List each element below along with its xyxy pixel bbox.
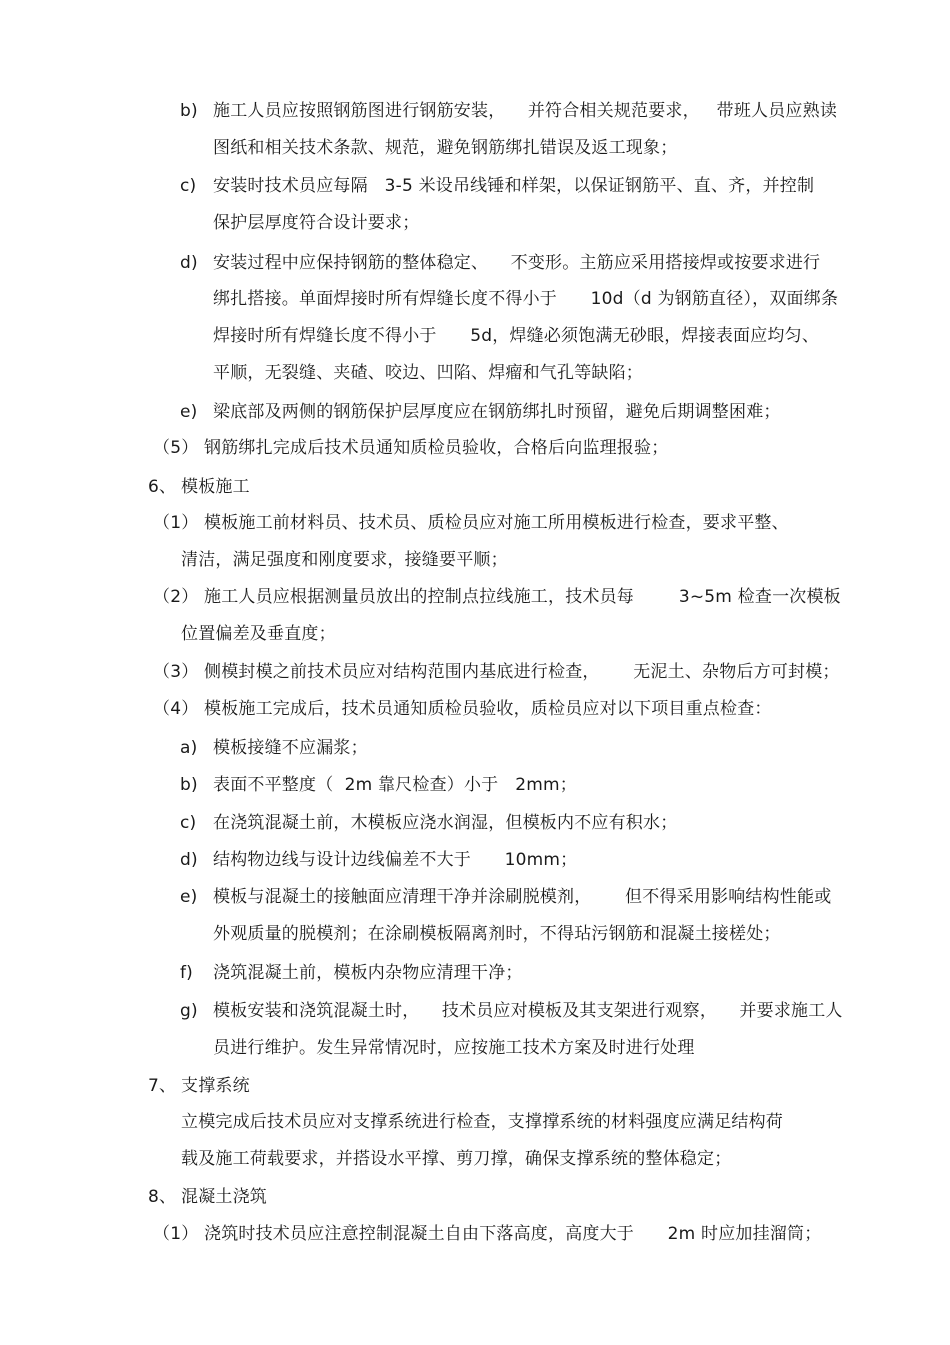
- list-item-text: 平顺，无裂缝、夹碴、咬边、凹陷、焊瘤和气孔等缺陷；: [213, 363, 643, 383]
- list-item-marker: （4）: [153, 699, 199, 719]
- section-number: 7、: [148, 1076, 177, 1096]
- list-item-text: 员进行维护。发生异常情况时，应按施工技术方案及时进行处理: [213, 1038, 695, 1058]
- list-item-text: 模板安装和浇筑混凝土时， 技术员应对模板及其支架进行观察， 并要求施工人: [213, 1001, 843, 1021]
- paragraph-text: 立模完成后技术员应对支撑系统进行检查，支撑撑系统的材料强度应满足结构荷: [181, 1112, 783, 1132]
- list-item-text: 模板接缝不应漏浆；: [213, 738, 368, 758]
- list-item-marker: （1）: [153, 513, 199, 533]
- paragraph-text: 载及施工荷载要求，并搭设水平撑、剪刀撑，确保支撑系统的整体稳定；: [181, 1149, 732, 1169]
- list-item-marker: e): [180, 402, 198, 422]
- list-item-marker: （1）: [153, 1224, 199, 1244]
- list-item-text: 外观质量的脱模剂；在涂刷模板隔离剂时，不得玷污钢筋和混凝土接槎处；: [213, 924, 781, 944]
- section-heading: 模板施工: [181, 477, 250, 497]
- section-number: 6、: [148, 477, 177, 497]
- list-item-text: 焊接时所有焊缝长度不得小于 5d，焊缝必须饱满无砂眼，焊接表面应均匀、: [213, 326, 820, 346]
- list-item-text: 模板与混凝土的接触面应清理干净并涂刷脱模剂， 但不得采用影响结构性能或: [213, 887, 832, 907]
- list-item-marker: （5）: [153, 438, 199, 458]
- list-item-text: 浇筑混凝土前，模板内杂物应清理干净；: [213, 963, 523, 983]
- section-number: 8、: [148, 1187, 177, 1207]
- list-item-text: 结构物边线与设计边线偏差不大于 10mm；: [213, 850, 578, 870]
- list-item-text: 绑扎搭接。单面焊接时所有焊缝长度不得小于 10d（d 为钢筋直径），双面绑条: [213, 289, 839, 309]
- list-item-marker: g): [180, 1001, 198, 1021]
- list-item-marker: b): [180, 101, 198, 121]
- list-item-marker: f): [180, 963, 194, 983]
- list-item-text: 模板施工前材料员、技术员、质检员应对施工所用模板进行检查，要求平整、: [204, 513, 789, 533]
- list-item-text: 模板施工完成后，技术员通知质检员验收，质检员应对以下项目重点检查：: [204, 699, 772, 719]
- list-item-marker: b): [180, 775, 198, 795]
- list-item-text: 施工人员应按照钢筋图进行钢筋安装， 并符合相关规范要求， 带班人员应熟读: [213, 101, 838, 121]
- section-heading: 混凝土浇筑: [181, 1187, 267, 1207]
- section-heading: 支撑系统: [181, 1076, 250, 1096]
- list-item-marker: e): [180, 887, 198, 907]
- list-item-text: 施工人员应根据测量员放出的控制点拉线施工，技术员每 3~5m 检查一次模板: [204, 587, 841, 607]
- list-item-text: 安装过程中应保持钢筋的整体稳定、 不变形。主筋应采用搭接焊或按要求进行: [213, 253, 821, 273]
- list-item-text: 安装时技术员应每隔 3-5 米设吊线锤和样架，以保证钢筋平、直、齐，并控制: [213, 176, 815, 196]
- list-item-text: 位置偏差及垂直度；: [181, 624, 336, 644]
- list-item-marker: d): [180, 253, 198, 273]
- list-item-text: 浇筑时技术员应注意控制混凝土自由下落高度，高度大于 2m 时应加挂溜筒；: [204, 1224, 822, 1244]
- list-item-text: 侧模封模之前技术员应对结构范围内基底进行检查， 无泥土、杂物后方可封模；: [204, 662, 840, 682]
- list-item-marker: a): [180, 738, 198, 758]
- list-item-text: 图纸和相关技术条款、规范，避免钢筋绑扎错误及返工现象；: [213, 138, 678, 158]
- list-item-marker: （3）: [153, 662, 199, 682]
- list-item-marker: c): [180, 176, 197, 196]
- list-item-text: 清洁，满足强度和刚度要求，接缝要平顺；: [181, 550, 508, 570]
- list-item-marker: c): [180, 813, 197, 833]
- list-item-text: 保护层厚度符合设计要求；: [213, 213, 420, 233]
- list-item-text: 在浇筑混凝土前，木模板应浇水润湿，但模板内不应有积水；: [213, 813, 678, 833]
- list-item-text: 梁底部及两侧的钢筋保护层厚度应在钢筋绑扎时预留，避免后期调整困难；: [213, 402, 781, 422]
- list-item-marker: （2）: [153, 587, 199, 607]
- list-item-marker: d): [180, 850, 198, 870]
- list-item-text: 钢筋绑扎完成后技术员通知质检员验收，合格后向监理报验；: [204, 438, 669, 458]
- list-item-text: 表面不平整度（ 2m 靠尺检查）小于 2mm；: [213, 775, 577, 795]
